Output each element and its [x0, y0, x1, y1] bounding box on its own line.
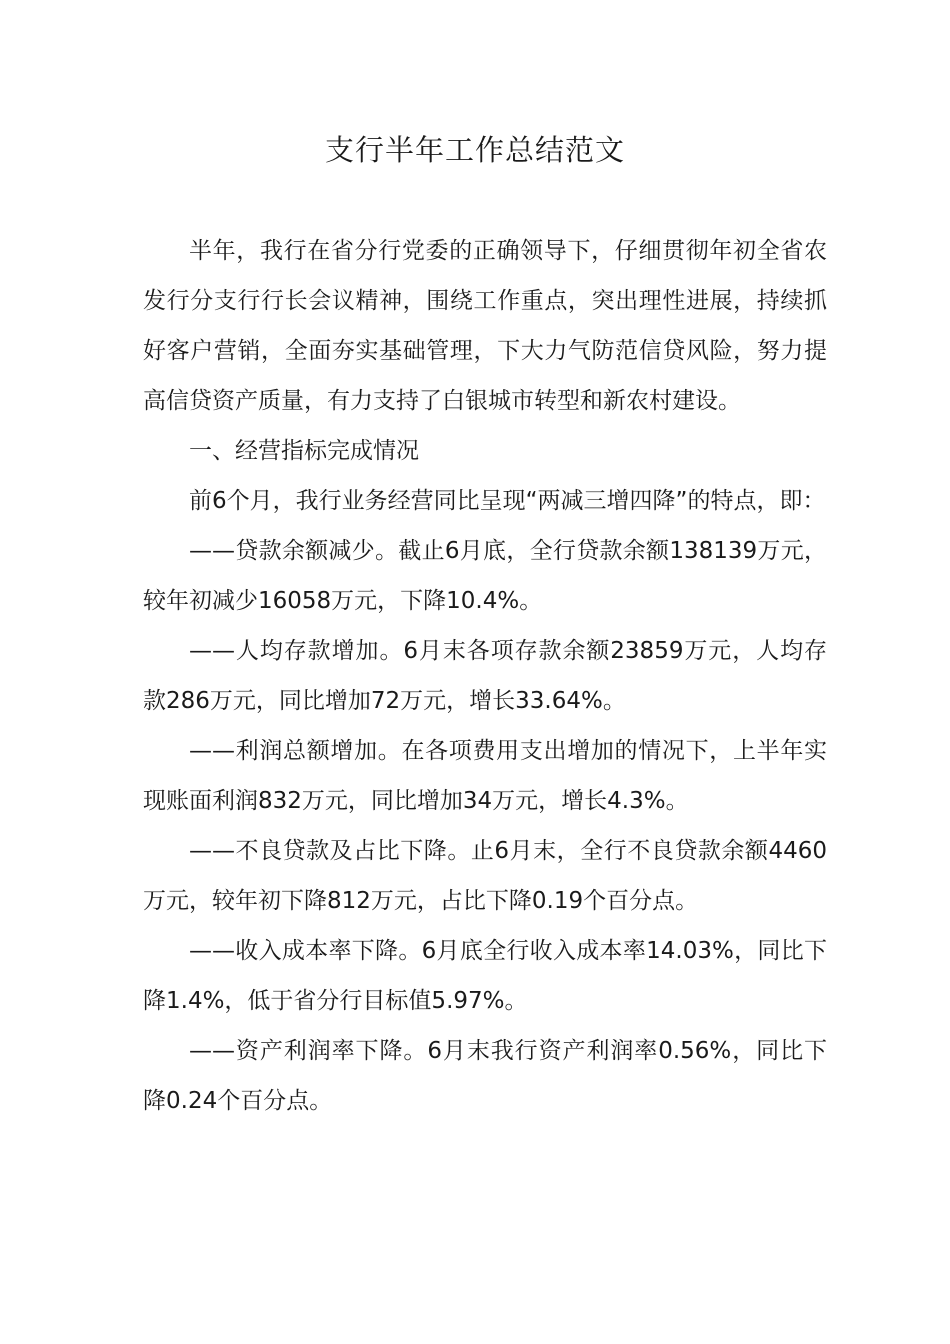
- document-body: [143, 226, 827, 1126]
- paragraph-intro: 半年，我行在省分行党委的正确领导下，仔细贯彻年初全省农发行分支行行长会议精神，围绕工作重点，突出理性进展，持续抓好客户营销，全面夯实基础管理，下大力气防范信贷风险，努力提高信贷资产质量，有力支持了白银城市转型和新农村建设。: [143, 238, 827, 414]
- paragraph-asset-profit-ratio: ——资产利润率下降。6月末我行资产利润率0.56%，同比下降0.24个百分点。: [143, 1038, 827, 1114]
- paragraph-cost-income-ratio: ——收入成本率下降。6月底全行收入成本率14.03%，同比下降1.4%，低于省分行目标值5.97%。: [143, 938, 827, 1014]
- paragraph-per-capita-deposit: ——人均存款增加。6月末各项存款余额23859万元，人均存款286万元，同比增加72万元，增长33.64%。: [143, 638, 827, 714]
- document-title: 支行半年工作总结范文: [324, 133, 625, 167]
- paragraph-total-profit: ——利润总额增加。在各项费用支出增加的情况下，上半年实现账面利润832万元，同比增加34万元，增长4.3%。: [143, 738, 827, 814]
- paragraph-summary: 前6个月，我行业务经营同比呈现“两减三增四降”的特点，即：: [189, 488, 826, 514]
- paragraph-nonperforming-loans: ——不良贷款及占比下降。止6月末，全行不良贷款余额4460万元，较年初下降812万元，占比下降0.19个百分点。: [143, 838, 827, 914]
- paragraph-loan-balance: ——贷款余额减少。截止6月底，全行贷款余额138139万元，较年初减少16058万元，下降10.4%。: [143, 538, 827, 614]
- section-heading-operating-indicators: 一、经营指标完成情况: [189, 438, 419, 464]
